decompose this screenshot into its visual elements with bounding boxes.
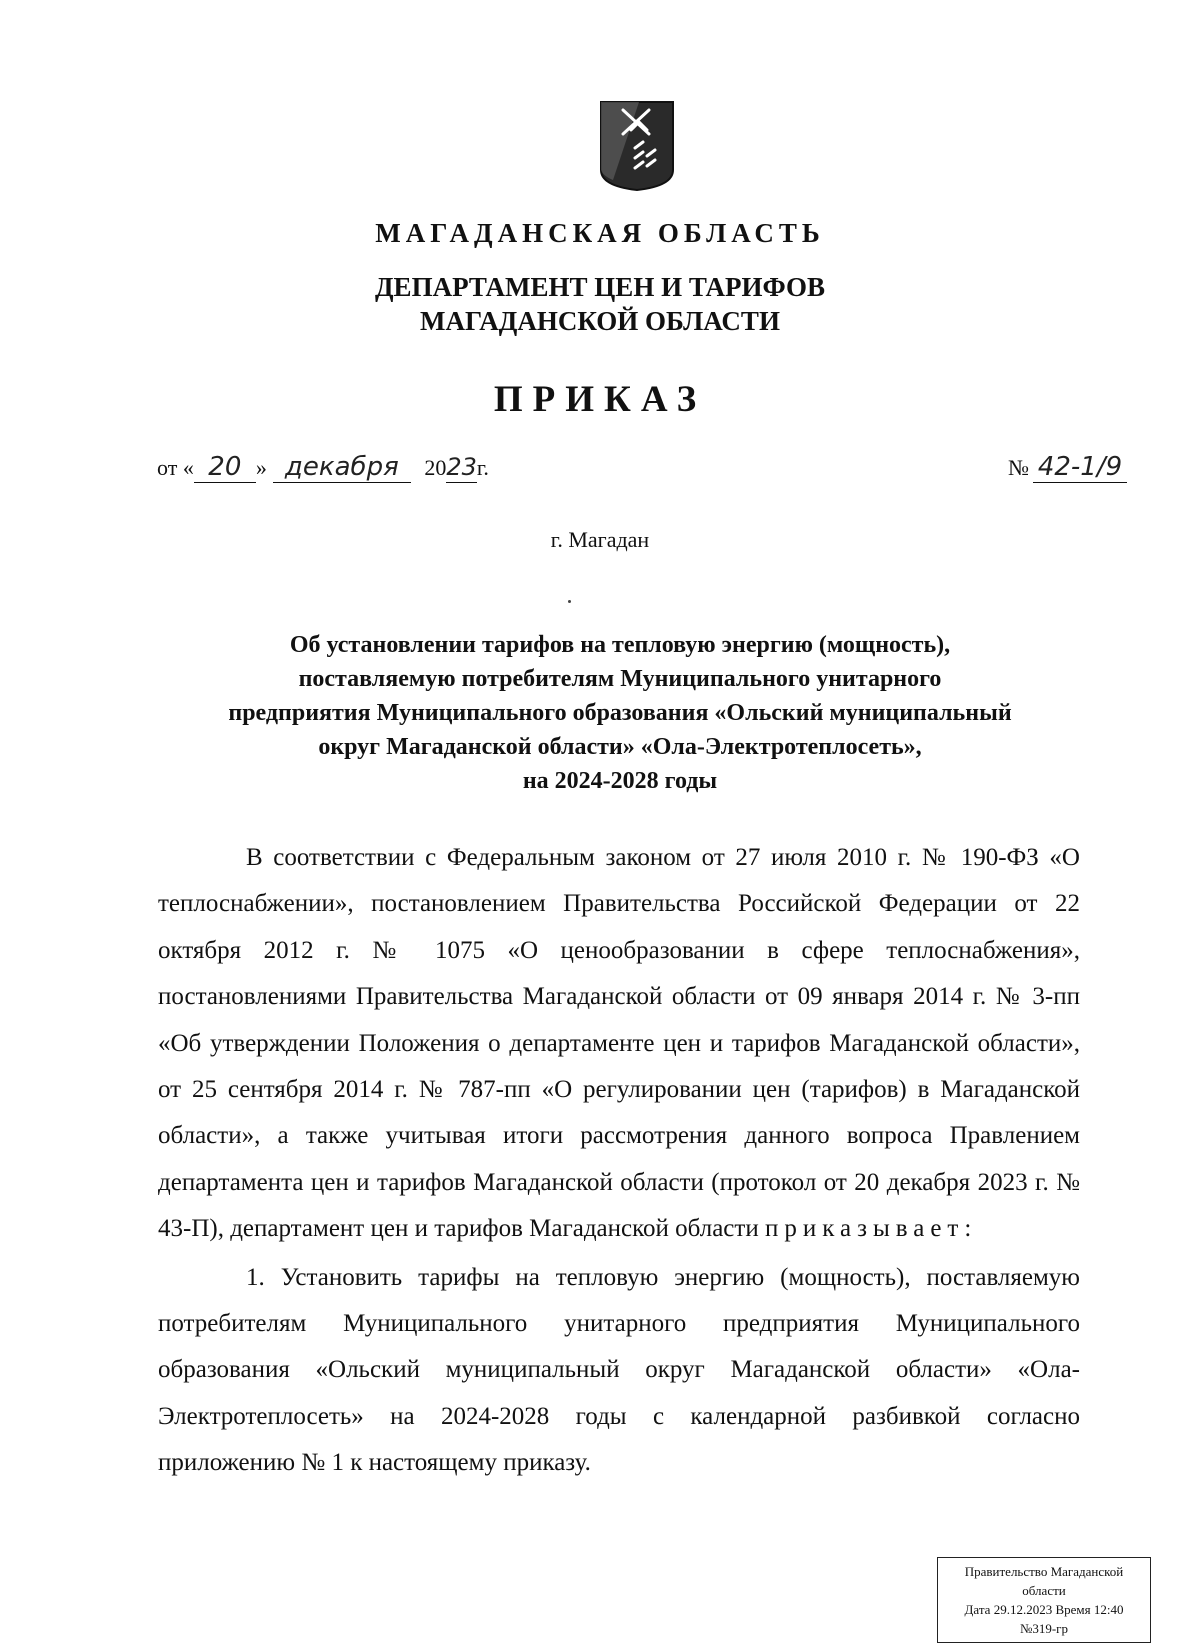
scan-speck bbox=[568, 600, 571, 603]
date-year-prefix: 20 bbox=[424, 455, 447, 480]
subject-line3: предприятия Муниципального образования «Ольский муниципальный bbox=[228, 700, 1012, 726]
department-title bbox=[0, 270, 1200, 338]
registration-stamp bbox=[937, 1557, 1151, 1643]
stamp-line4: №319-гр bbox=[1019, 1621, 1069, 1636]
coat-of-arms-icon bbox=[599, 100, 675, 192]
department-title-line1: ДЕПАРТАМЕНТ ЦЕН И ТАРИФОВ bbox=[374, 272, 826, 302]
stamp-line3: Дата 29.12.2023 Время 12:40 bbox=[964, 1602, 1124, 1617]
number-handwritten: 42-1/9 bbox=[1033, 452, 1127, 483]
region-title: МАГАДАНСКАЯ ОБЛАСТЬ bbox=[375, 218, 825, 248]
date-day-handwritten: 20 bbox=[194, 452, 256, 483]
document-type-title: ПРИКАЗ bbox=[493, 379, 707, 420]
department-title-line2: МАГАДАНСКОЙ ОБЛАСТИ bbox=[420, 306, 780, 336]
order-body bbox=[158, 835, 1080, 1487]
subject-line1: Об установлении тарифов на тепловую энергию (мощность), bbox=[289, 632, 951, 658]
order-date bbox=[157, 452, 489, 483]
order-subject bbox=[150, 628, 1090, 798]
date-year-handwritten: 23 bbox=[446, 453, 477, 481]
subject-line2: поставляемую потребителям Муниципального унитарного bbox=[298, 666, 942, 692]
date-prefix: от « bbox=[157, 455, 194, 480]
date-mid: » bbox=[255, 455, 267, 480]
order-number bbox=[1008, 452, 1127, 483]
order-verb: приказывает: bbox=[764, 1215, 978, 1243]
number-prefix: № bbox=[1008, 455, 1029, 480]
date-suffix: г. bbox=[476, 455, 489, 480]
city-line: г. Магадан bbox=[550, 527, 650, 552]
stamp-line2: области bbox=[1022, 1583, 1066, 1598]
subject-line4: округ Магаданской области» «Ола-Электротеплосеть», bbox=[318, 734, 922, 760]
preamble-paragraph bbox=[158, 835, 1080, 1253]
date-month-handwritten: декабря bbox=[273, 452, 411, 483]
subject-line5: на 2024-2028 годы bbox=[522, 768, 718, 794]
stamp-line1: Правительство Магаданской bbox=[964, 1564, 1124, 1579]
item1-paragraph: 1. Установить тарифы на тепловую энергию (мощность), поставляемую потребителям Муниципального унитарного предприятия Муниципального образования «Ольский муниципальный округ Магаданской области» «Ола-Электротеплосеть» на 2024-2028 годы с календарной разбивкой согласно приложению № 1 к настоящему приказу. bbox=[158, 1263, 1080, 1477]
preamble-text: В соответствии с Федеральным законом от 27 июля 2010 г. № 190-ФЗ «О теплоснабжении», постановлением Правительства Российской Федерации от 22 октября 2012 г. № 1075 «О ценообразовании в сфере теплоснабжения», постановлениями Правительства Магаданской области от 09 января 2014 г. № 3-пп «Об утверждении Положения о департаменте цен и тарифов Магаданской области», от 25 сентября 2014 г. № 787-пп «О регулировании цен (тарифов) в Магаданской области», а также учитывая итоги рассмотрения данного вопроса Правлением департамента цен и тарифов Магаданской области (протокол от 20 декабря 2023 г. № 43-П), департамент цен и тарифов Магаданской области bbox=[158, 844, 1080, 1243]
